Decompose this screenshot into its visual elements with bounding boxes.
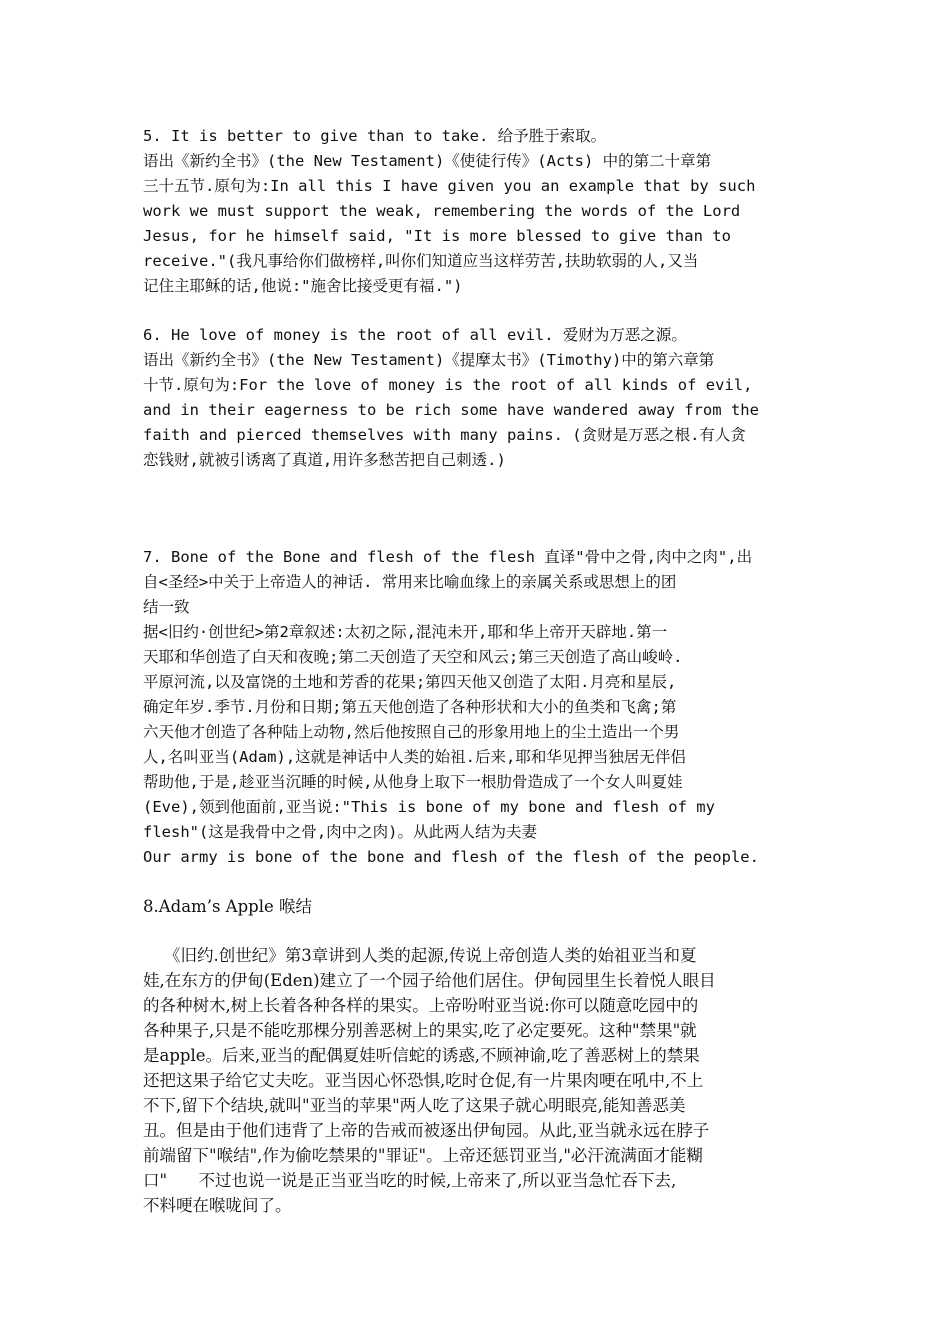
text-line: 三十五节.原句为:In all this I have given you an example that by such — [143, 177, 756, 195]
spacer — [143, 919, 823, 943]
text-line: 据<旧约·创世纪>第2章叙述:太初之际,混沌未开,耶和华上帝开天辟地.第一 — [143, 623, 668, 641]
text-line: 的各种树木,树上长着各种各样的果实。上帝吩咐亚当说:你可以随意吃园中的 — [143, 996, 699, 1015]
spacer — [143, 870, 823, 894]
text-line: flesh"(这是我骨中之骨,肉中之肉)。从此两人结为夫妻 — [143, 823, 537, 841]
text-line: 自<圣经>中关于上帝造人的神话. 常用来比喻血缘上的亲属关系或思想上的团 — [143, 573, 677, 591]
text-line: (Eve),领到他面前,亚当说:"This is bone of my bone and flesh of my — [143, 798, 715, 816]
spacer — [143, 473, 823, 545]
text-line: 《旧约.创世纪》第3章讲到人类的起源,传说上帝创造人类的始祖亚当和夏 — [143, 946, 697, 965]
text-line: 记住主耶稣的话,他说:"施舍比接受更有福.") — [143, 277, 463, 295]
section-7 — [143, 545, 823, 870]
text-line: 结一致 — [143, 598, 190, 616]
text-line: 天耶和华创造了白天和夜晚;第二天创造了天空和风云;第三天创造了高山峻岭. — [143, 648, 683, 666]
section-5 — [143, 124, 823, 299]
text-line: 语出《新约全书》(the New Testament)《使徒行传》(Acts) 中的第二十章第 — [143, 152, 712, 170]
spacer — [143, 299, 823, 323]
text-line: 帮助他,于是,趁亚当沉睡的时候,从他身上取下一根肋骨造成了一个女人叫夏娃 — [143, 773, 683, 791]
text-line: and in their eagerness to be rich some have wandered away from the — [143, 401, 759, 419]
text-line: faith and pierced themselves with many pains. (贪财是万恶之根.有人贪 — [143, 426, 746, 444]
text-line: 恋钱财,就被引诱离了真道,用许多愁苦把自己刺透.) — [143, 451, 506, 469]
section-8 — [143, 894, 823, 1218]
text-line: receive."(我凡事给你们做榜样,叫你们知道应当这样劳苦,扶助软弱的人,又当 — [143, 252, 699, 270]
text-line: 娃,在东方的伊甸(Eden)建立了一个园子给他们居住。伊甸园里生长着悦人眼目 — [143, 971, 716, 990]
text-line: 六天他才创造了各种陆上动物,然后他按照自己的形象用地上的尘土造出一个男 — [143, 723, 680, 741]
text-line: work we must support the weak, remembering the words of the Lord — [143, 202, 741, 220]
text-line: 7. Bone of the Bone and flesh of the flesh 直译"骨中之骨,肉中之肉",出 — [143, 548, 753, 566]
text-line: Our army is bone of the bone and flesh of the flesh of the people. — [143, 848, 759, 866]
text-line: 6. He love of money is the root of all evil. 爱财为万恶之源。 — [143, 326, 687, 344]
text-line: Jesus, for he himself said, "It is more blessed to give than to — [143, 227, 731, 245]
text-line: 十节.原句为:For the love of money is the root of all kinds of evil, — [143, 376, 753, 394]
document-page — [143, 124, 823, 1218]
text-line: 人,名叫亚当(Adam),这就是神话中人类的始祖.后来,耶和华见押当独居无伴侣 — [143, 748, 686, 766]
text-line: 确定年岁.季节.月份和日期;第五天他创造了各种形状和大小的鱼类和飞禽;第 — [143, 698, 677, 716]
text-line: 平原河流,以及富饶的土地和芳香的花果;第四天他又创造了太阳.月亮和星辰, — [143, 673, 677, 691]
text-line: 语出《新约全书》(the New Testament)《提摩太书》(Timothy)中的第六章第 — [143, 351, 715, 369]
section-6 — [143, 323, 823, 473]
text-line: 各种果子,只是不能吃那棵分别善恶树上的果实,吃了必定要死。这种"禁果"就 — [143, 1021, 697, 1040]
section-title: 8.Adam’s Apple 喉结 — [143, 897, 312, 916]
text-line: 5. It is better to give than to take. 给予胜于索取。 — [143, 127, 607, 145]
text-line: 不下,留下个结块,就叫"亚当的苹果"两人吃了这果子就心明眼亮,能知善恶美 — [143, 1096, 686, 1115]
text-line: 前端留下"喉结",作为偷吃禁果的"罪证"。上帝还惩罚亚当,"必汗流满面才能糊 — [143, 1146, 703, 1165]
text-line: 丑。但是由于他们违背了上帝的告戒而被逐出伊甸园。从此,亚当就永远在脖子 — [143, 1121, 710, 1140]
text-line: 不料哽在喉咙间了。 — [143, 1196, 292, 1215]
text-line: 还把这果子给它丈夫吃。亚当因心怀恐惧,吃时仓促,有一片果肉哽在吼中,不上 — [143, 1071, 704, 1090]
text-line: 口" 不过也说一说是正当亚当吃的时候,上帝来了,所以亚当急忙吞下去, — [143, 1171, 677, 1190]
text-line: 是apple。后来,亚当的配偶夏娃听信蛇的诱惑,不顾神谕,吃了善恶树上的禁果 — [143, 1046, 700, 1065]
